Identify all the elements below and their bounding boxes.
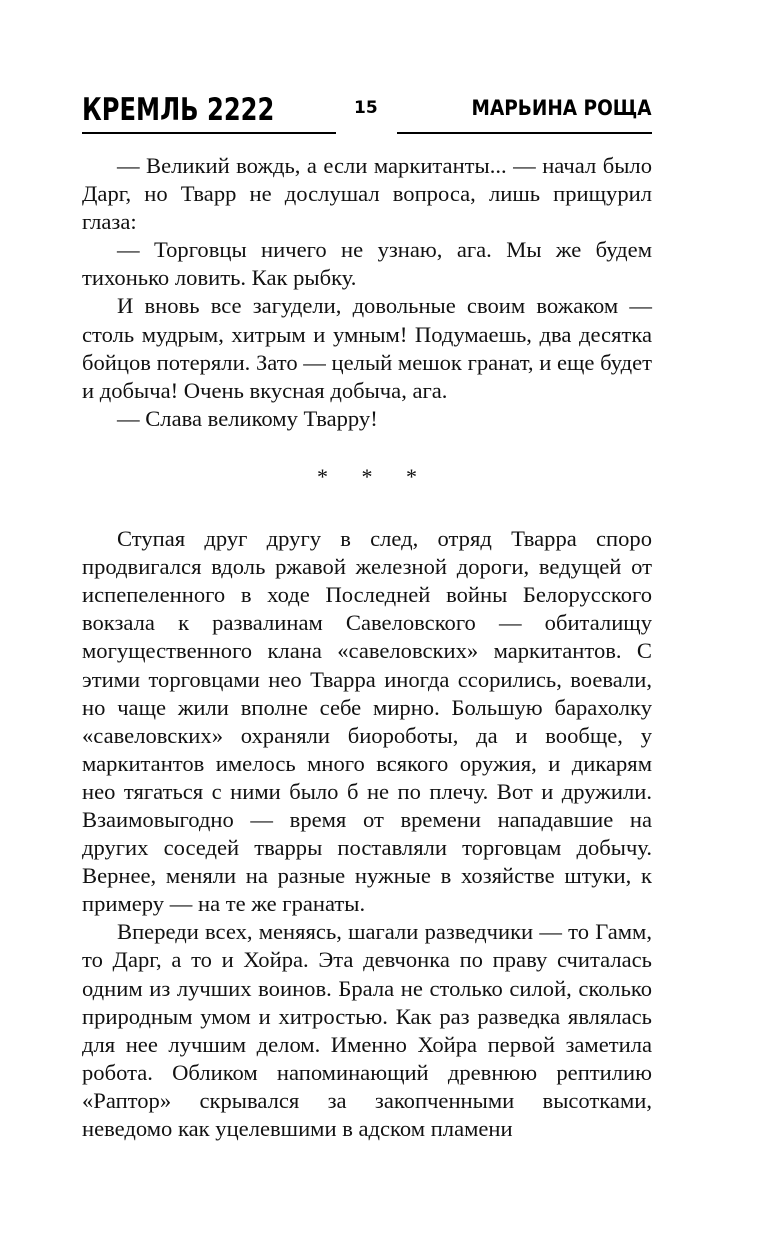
header-rule-left	[82, 132, 336, 134]
paragraph: Ступая друг другу в след, отряд Тварра споро продвигался вдоль ржавой железной дороги, ведущей от испепеленного в ходе Последней войны Белорусского вокзала к развалинам Савеловского — обиталищу могущественного клана «савеловских» маркитантов. С этими торговцами нео Тварра иногда ссорились, воевали, но чаще жили вполне себе мирно. Большую барахолку «савеловских» охраняли биороботы, да и вообще, у маркитантов имелось много всякого оружия, и дикарям нео тягаться с ними было б не по плечу. Вот и дружили. Взаимовыгодно — время от времени нападавшие на других соседей тварры поставляли торговцам добычу. Вернее, меняли на разные нужные в хозяйстве штуки, к примеру — на те же гранаты.	[82, 526, 652, 917]
paragraph: — Слава великому Тварру!	[117, 405, 378, 431]
paragraph: — Великий вождь, а если маркитанты... — начал было Дарг, но Тварр не дослушал вопроса, лишь прищурил глаза:	[82, 153, 652, 235]
section-break: * * *	[317, 463, 431, 489]
paragraph: И вновь все загудели, довольные своим вожаком — столь мудрым, хитрым и умным! Подумаешь, два десятка бойцов потеряли. Зато — целый мешок гранат, и еще будет и добыча! Очень вкусная добыча, ага.	[82, 293, 652, 403]
chapter-title: МАРЬИНА РОЩА	[471, 96, 652, 120]
header-rule-right	[397, 132, 652, 134]
page-number: 15	[354, 98, 378, 118]
paragraph: Впереди всех, меняясь, шагали разведчики — то Гамм, то Дарг, а то и Хойра. Эта девчонка по праву считалась одним из лучших воинов. Брала не столько силой, сколько природным умом и хитростью. Как раз разведка являлась для нее лучшим делом. Именно Хойра первой заметила робота. Обликом напоминающий древнюю рептилию «Раптор» скрывался за закопченными высотками, неведомо как уцелевшими в адском пламени	[82, 919, 652, 1141]
running-head	[82, 90, 652, 140]
paragraph: — Торговцы ничего не узнаю, ага. Мы же будем тихонько ловить. Как рыбку.	[82, 237, 652, 291]
series-title: КРЕМЛЬ 2222	[82, 92, 275, 128]
body-text	[82, 152, 652, 1143]
